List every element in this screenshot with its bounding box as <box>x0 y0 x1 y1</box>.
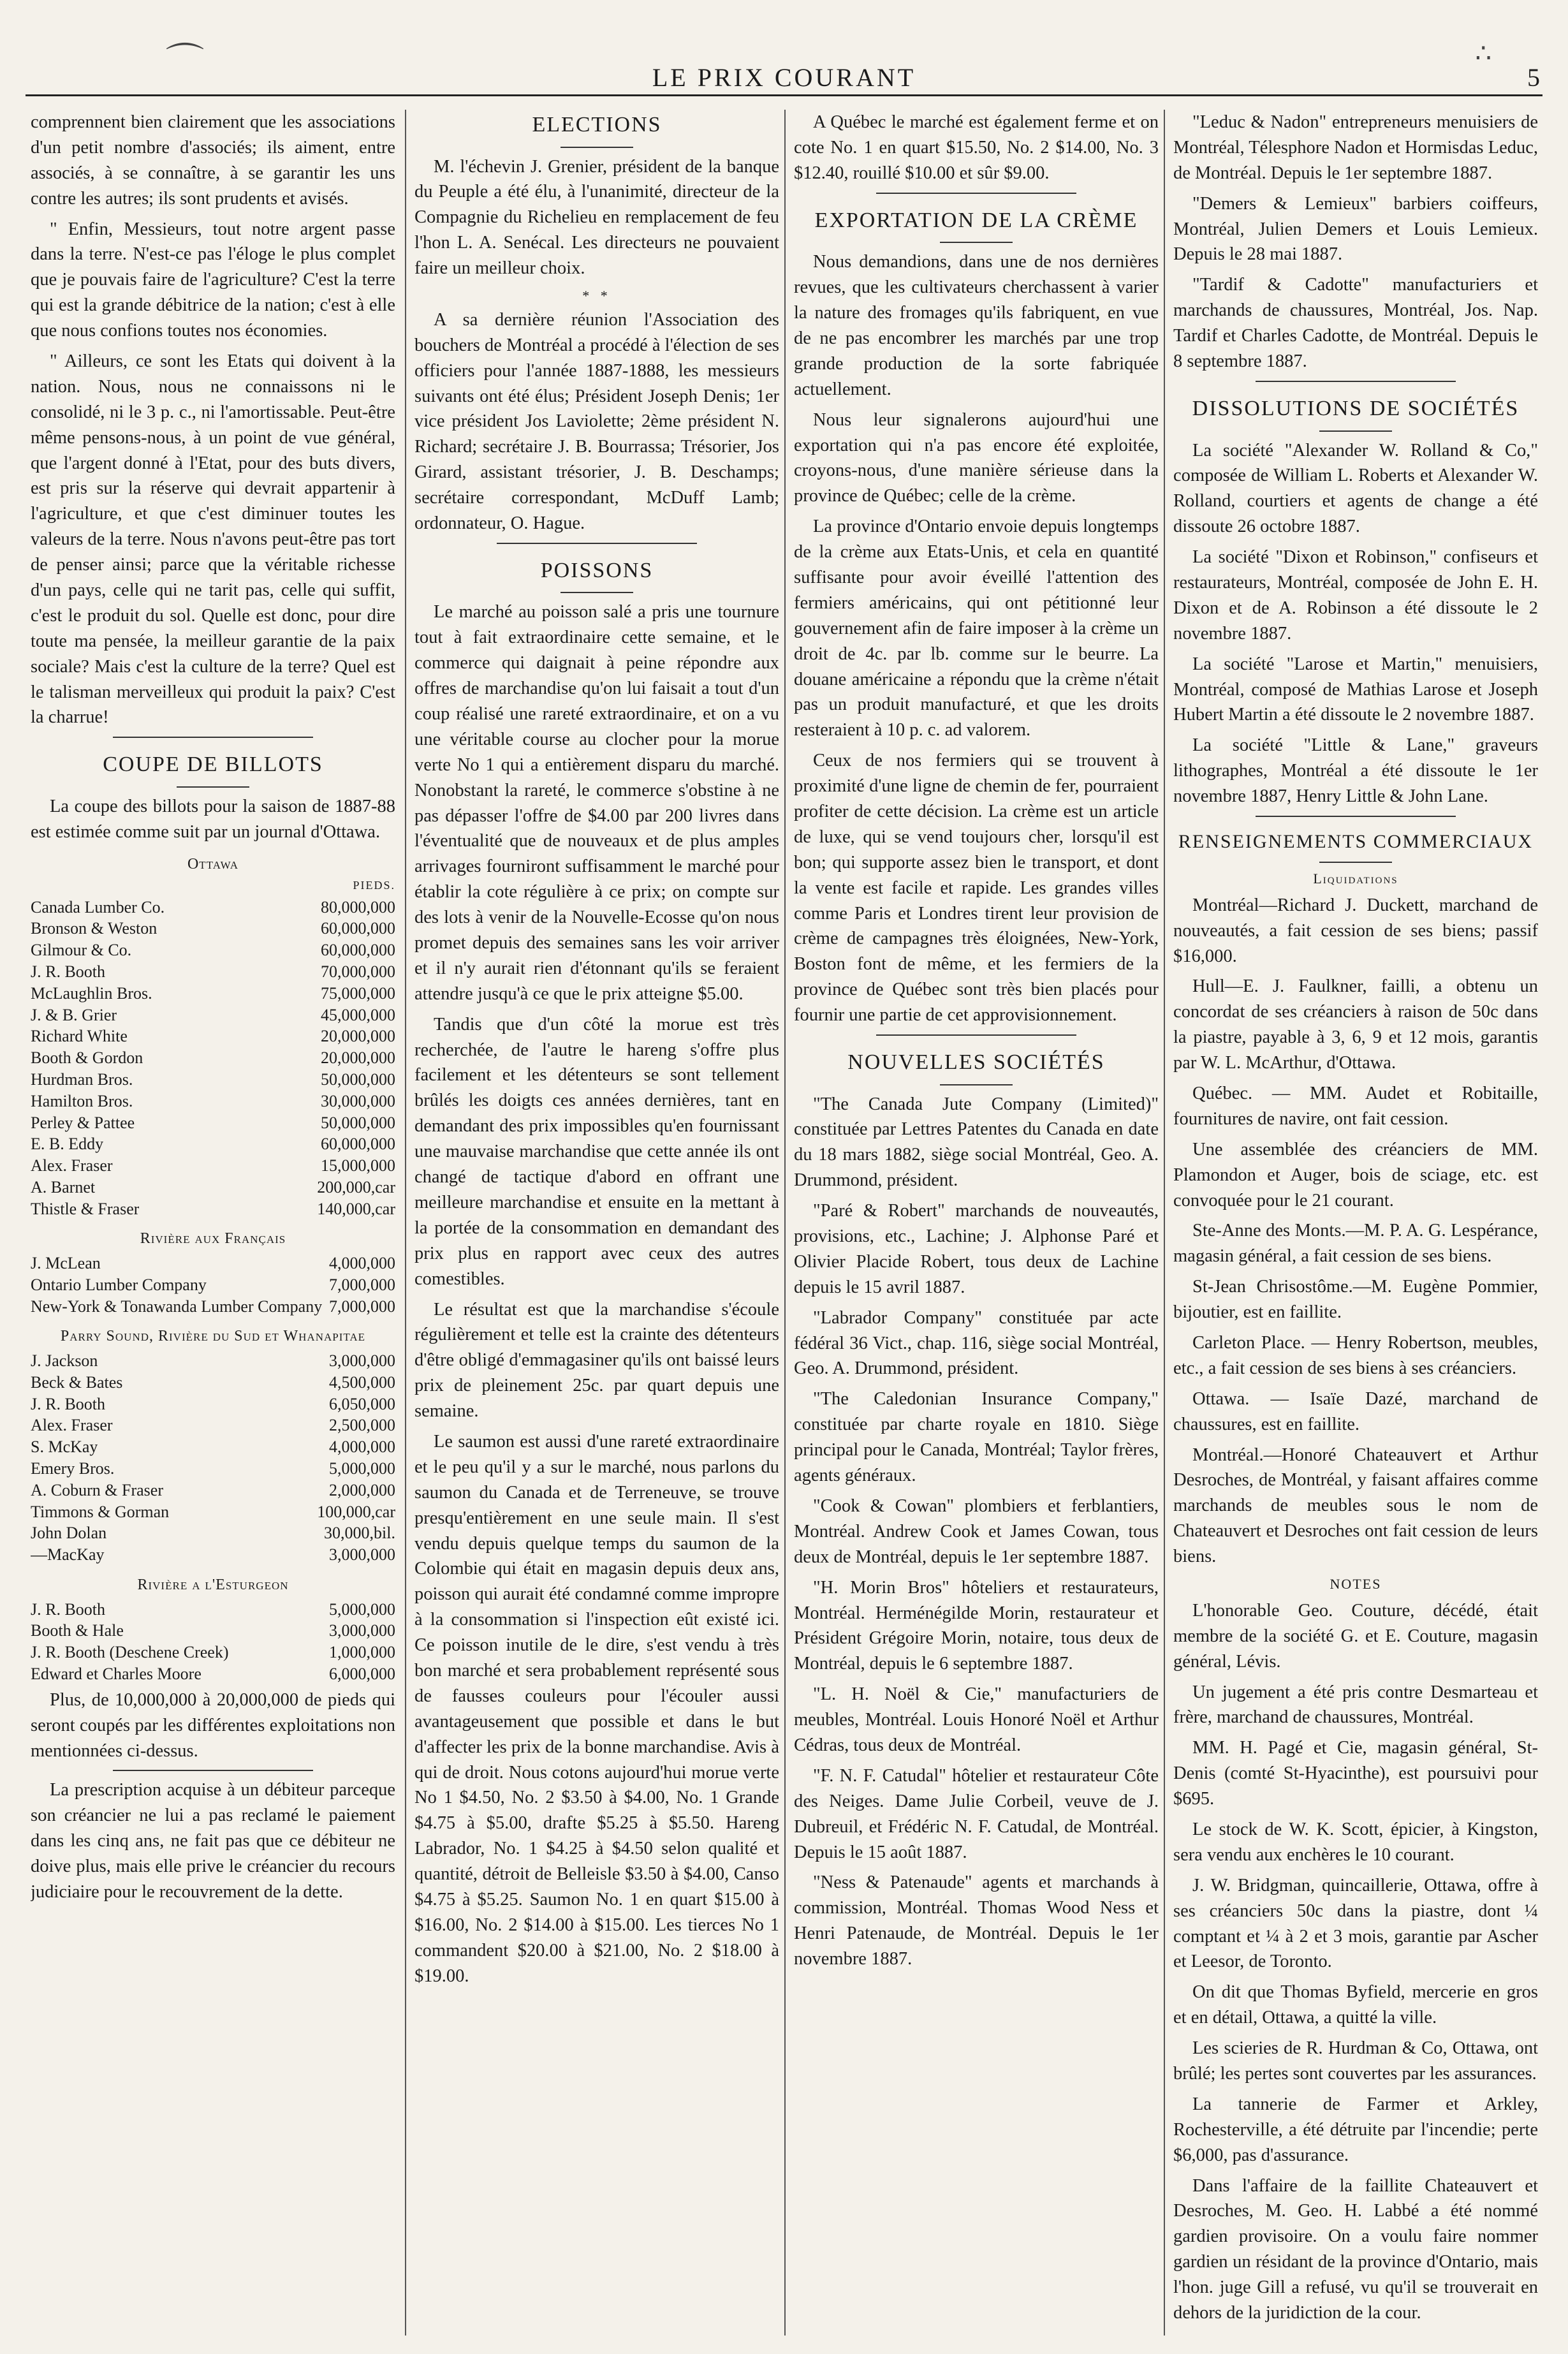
newspaper-title: LE PRIX COURANT <box>652 63 916 92</box>
article-paragraph: La société "Alexander W. Rolland & Co," composée de William L. Roberts et Alexander W. Rolland, courtiers et agents de change a été dissoute 26 octobre 1887. <box>1173 440 1538 537</box>
company-name: J. R. Booth <box>31 1600 106 1619</box>
column-4 <box>1173 110 1538 2336</box>
article-paragraph: "F. N. F. Catudal" hôtelier et restaurateur Côte des Neiges. Dame Julie Corbeil, veuve de J. Dubreuil, et Frédéric N. F. Catudal, de Montréal. Depuis le 15 août 1887. <box>794 1765 1159 1862</box>
article-paragraph: "Paré & Robert" marchands de nouveautés, provisions, etc., Lachine; J. Alphonse Paré et Olivier Placide Robert, tous deux de Lachine depuis le 15 avril 1887. <box>794 1201 1159 1297</box>
section-title-exportation: EXPORTATION DE LA CRÈME <box>814 208 1138 232</box>
column-divider <box>1164 110 1165 2336</box>
article-paragraph: Québec. — MM. Audet et Robitaille, fournitures de navire, ont fait cession. <box>1173 1084 1538 1129</box>
log-volume: 80,000,000 <box>321 897 395 916</box>
column-divider <box>784 110 786 2336</box>
article-paragraph: "L. H. Noël & Cie," manufacturiers de meubles, Montréal. Louis Honoré Noël et Arthur Cédras, tous deux de Montréal. <box>794 1684 1159 1755</box>
table-row <box>31 983 395 1004</box>
log-volume: 3,000,000 <box>329 1351 395 1371</box>
article-paragraph: "Labrador Company" constituée par acte fédéral 36 Vict., chap. 116, siège social Montréal, Geo. A. Drummond, président. <box>794 1307 1159 1379</box>
company-name: Thistle & Fraser <box>31 1199 140 1218</box>
table-row <box>31 1004 395 1026</box>
table-heading-parry: Parry Sound, Rivière du Sud et Whanapitae <box>60 1328 366 1345</box>
log-volume: 50,000,000 <box>321 1113 395 1132</box>
company-name: E. B. Eddy <box>31 1135 104 1154</box>
page-number: 5 <box>1527 63 1540 92</box>
article-paragraph: On dit que Thomas Byfield, mercerie en gros et en détail, Ottawa, a quitté la ville. <box>1173 1982 1538 2028</box>
page-header <box>26 39 1542 96</box>
log-volume: 6,050,000 <box>329 1394 395 1413</box>
company-name: Alex. Fraser <box>31 1416 113 1435</box>
table-row <box>31 897 395 918</box>
company-name: Hurdman Bros. <box>31 1070 133 1089</box>
log-volume: 20,000,000 <box>321 1048 395 1068</box>
section-rule <box>113 1770 314 1771</box>
table-row <box>31 1522 395 1544</box>
article-paragraph: M. l'échevin J. Grenier, président de la banque du Peuple a été élu, à l'unanimité, directeur de la Compagnie du Richelieu en remplacement de feu l'hon L. A. Senécal. Les directeurs ne pouvaient faire un meilleur choix. <box>414 156 779 279</box>
article-paragraph: "Tardif & Cadotte" manufacturiers et marchands de chaussures, Montréal, Jos. Nap. Tardif et Charles Cadotte, de Montréal. Depuis le 8 septembre 1887. <box>1173 275 1538 372</box>
company-name: S. McKay <box>31 1438 98 1457</box>
table-heading-ottawa: Ottawa <box>187 855 239 872</box>
article-paragraph: "H. Morin Bros" hôteliers et restaurateurs, Montréal. Herménégilde Morin, restaurateur et Président Grégoire Morin, notaire, tous deux de Montréal, depuis le 6 septembre 1887. <box>794 1577 1159 1674</box>
log-volume: 5,000,000 <box>329 1600 395 1619</box>
table-row <box>31 1133 395 1155</box>
lumber-table-esturgeon <box>31 1599 395 1685</box>
table-row <box>31 1620 395 1642</box>
table-row <box>31 1253 395 1274</box>
company-name: —MacKay <box>31 1545 105 1564</box>
column-1 <box>31 110 395 2336</box>
article-paragraph: Plus, de 10,000,000 à 20,000,000 de pieds qui seront coupés par les différentes exploitations non mentionnées ci-dessus. <box>31 1689 395 1761</box>
article-paragraph: Carleton Place. — Henry Robertson, meubles, etc., a fait cession de ses biens à ses créanciers. <box>1173 1333 1538 1378</box>
article-paragraph: "The Canada Jute Company (Limited)" constituée par Lettres Patentes du Canada en date du 18 mars 1882, siège social Montréal, Geo. A. Drummond, président. <box>794 1094 1159 1191</box>
lumber-table-parry <box>31 1350 395 1566</box>
article-paragraph: comprennent bien clairement que les associations d'un petit nombre d'associés; ils aiment, entre associés, à se connaître, à se garantir les uns contre les autres; ils sont prudents et avisés. <box>31 112 395 209</box>
article-paragraph: Nous demandions, dans une de nos dernières revues, que les cultivateurs cherchassent à varier la nature des fromages qu'ils fabriquent, en vue de ne pas encombrer les marchés par une trop grande production de la sorte fabriquée actuellement. <box>794 252 1159 399</box>
log-volume: 200,000,car <box>317 1177 395 1196</box>
section-rule <box>1319 430 1392 432</box>
company-name: J. R. Booth <box>31 962 106 981</box>
table-row <box>31 1599 395 1621</box>
table-row <box>31 1350 395 1372</box>
article-paragraph: A sa dernière réunion l'Association des bouchers de Montréal a procédé à l'élection de ses officiers pour l'année 1887-1888, les messieurs suivants ont été élus; Président Joseph Denis; 1er vice président Jos Laviolette; 2ème président N. Richard; secrétaire J. B. Bourrassa; Trésorier, Jos Girard, assistant trésorier, J. B. Deschamps; secrétaire correspondant, McDuff Lamb; ordonnateur, O. Hague. <box>414 309 779 533</box>
log-volume: 100,000,car <box>317 1502 395 1521</box>
table-row <box>31 1372 395 1394</box>
log-volume: 75,000,000 <box>321 983 395 1003</box>
article-paragraph: "Cook & Cowan" plombiers et ferblantiers, Montréal. Andrew Cook et James Cowan, tous deux de Montréal, depuis le 1er septembre 1887. <box>794 1496 1159 1567</box>
article-paragraph: La prescription acquise à un débiteur parceque son créancier ne lui a pas reclamé le paiement dans les cinq ans, ne fait pas que ce débiteur ne doive plus, mais elle prive le créancier du recours judiciaire pour le recouvrement de la dette. <box>31 1780 395 1902</box>
table-row <box>31 1663 395 1685</box>
log-volume: 2,000,000 <box>329 1480 395 1499</box>
section-rule <box>876 193 1077 194</box>
company-name: Beck & Bates <box>31 1372 123 1392</box>
table-row <box>31 1544 395 1566</box>
article-paragraph: Le saumon est aussi d'une rareté extraordinaire et le peu qu'il y a sur le marché, nous parlons du saumon du Canada et de Terreneuve, se trouve presqu'entièrement en une seule main. Il s'est vendu depuis quelque temps du saumon de la Colombie qui était en magasin depuis deux ans, poisson qui aurait été condamné comme impropre à la consommation si l'inspection eût existé ici. Ce poisson inutile de le dire, s'est vendu à très bon marché et sera probablement représenté sous de fausses couleurs pour l'écouler aussi avantageusement que possible et dans le but d'affecter les prix de la bonne marchandise. Avis à qui de droit. Nous cotons aujourd'hui morue verte No 1 $4.50, No. 2 $3.50 à $4.00, No. 1 Grande $4.75 à $5.00, drafte $5.25 à $5.50. Hareng Labrador, No. 1 $4.25 à $4.50 selon qualité et quantité, détroit de Belleisle $3.50 à $4.00, Canso $4.75 à $5.25. Saumon No. 1 en quart $15.00 à $16.00, No. 2 $14.00 à $15.00. Les tierces No 1 commandent $20.00 à $21.00, No. 2 $18.00 à $19.00. <box>414 1431 779 1986</box>
log-volume: 7,000,000 <box>329 1275 395 1294</box>
company-name: Edward et Charles Moore <box>31 1665 201 1684</box>
table-row <box>31 1069 395 1091</box>
article-paragraph: "The Caledonian Insurance Company," constituée par charte royale en 1810. Siège principal pour le Canada, Montréal; Taylor frères, agents généraux. <box>794 1389 1159 1486</box>
article-paragraph: Montréal.—Honoré Chateauvert et Arthur Desroches, de Montréal, y faisant affaires comme marchands de meubles sous le nom de Chateauvert et Desroches ont fait cession de leurs biens. <box>1173 1445 1538 1567</box>
ornament: * * <box>582 288 612 304</box>
article-paragraph: J. W. Bridgman, quincaillerie, Ottawa, offre à ses créanciers 50c dans la piastre, dont ¼ comptant et ¼ à 2 et 3 mois, garantie par Ascher et Leesor, de Toronto. <box>1173 1875 1538 1972</box>
log-volume: 5,000,000 <box>329 1459 395 1478</box>
log-volume: 30,000,bil. <box>324 1524 395 1543</box>
table-row <box>31 1394 395 1415</box>
section-title-poissons: POISSONS <box>540 558 654 582</box>
article-paragraph: La société "Little & Lane," graveurs lithographes, Montréal a été dissoute le 1er novembre 1887, Henry Little & John Lane. <box>1173 735 1538 807</box>
article-paragraph: Ottawa. — Isaïe Dazé, marchand de chaussures, est en faillite. <box>1173 1388 1538 1434</box>
article-paragraph: Montréal—Richard J. Duckett, marchand de nouveautés, a fait cession de ses biens; passif $16,000. <box>1173 895 1538 966</box>
lumber-table-riviere <box>31 1253 395 1317</box>
log-volume: 3,000,000 <box>329 1545 395 1564</box>
article-paragraph: L'honorable Geo. Couture, décédé, était membre de la société G. et E. Couture, magasin général, Lévis. <box>1173 1600 1538 1672</box>
subheading-notes: NOTES <box>1330 1576 1382 1593</box>
article-paragraph: "Ness & Patenaude" agents et marchands à commission, Montréal. Thomas Wood Ness et Henri Patenaude, de Montréal. Depuis le 1er novembre 1887. <box>794 1872 1159 1969</box>
company-name: Booth & Hale <box>31 1621 124 1640</box>
log-volume: 30,000,000 <box>321 1091 395 1110</box>
subheading-liquidations: Liquidations <box>1313 870 1398 886</box>
company-name: McLaughlin Bros. <box>31 983 152 1003</box>
section-rule <box>561 147 633 148</box>
table-row <box>31 1177 395 1198</box>
section-title-elections: ELECTIONS <box>532 113 662 136</box>
company-name: Gilmour & Co. <box>31 941 132 960</box>
section-rule <box>1319 862 1392 863</box>
log-volume: 45,000,000 <box>321 1005 395 1024</box>
company-name: Timmons & Gorman <box>31 1502 170 1521</box>
log-volume: 4,000,000 <box>329 1254 395 1273</box>
lumber-table-ottawa <box>31 897 395 1220</box>
table-heading-riviere: Rivière aux Français <box>140 1230 286 1247</box>
section-rule <box>177 786 249 788</box>
company-name: J. R. Booth <box>31 1394 106 1413</box>
company-name: J. McLean <box>31 1254 101 1273</box>
section-rule <box>561 592 633 593</box>
table-row <box>31 1458 395 1480</box>
table-row <box>31 1501 395 1523</box>
section-title-dissolutions: DISSOLUTIONS DE SOCIÉTÉS <box>1192 396 1520 420</box>
column-divider <box>405 110 406 2336</box>
company-name: Alex. Fraser <box>31 1156 113 1175</box>
company-name: John Dolan <box>31 1524 107 1543</box>
log-volume: 4,000,000 <box>329 1438 395 1457</box>
section-rule <box>1256 816 1456 817</box>
article-paragraph: Une assemblée des créanciers de MM. Plamondon et Auger, bois de sciage, etc. est convoquée pour le 21 courant. <box>1173 1139 1538 1210</box>
company-name: New-York & Tonawanda Lumber Company <box>31 1297 323 1316</box>
table-row <box>31 1642 395 1663</box>
company-name: Ontario Lumber Company <box>31 1275 207 1294</box>
table-row <box>31 961 395 983</box>
log-volume: 2,500,000 <box>329 1416 395 1435</box>
section-rule <box>876 1034 1077 1036</box>
company-name: Perley & Pattee <box>31 1113 135 1132</box>
company-name: Booth & Gordon <box>31 1048 143 1068</box>
article-paragraph: La société "Dixon et Robinson," confiseurs et restaurateurs, Montréal, composée de John E. H. Dixon et de A. Robinson a été dissoute le 2 novembre 1887. <box>1173 547 1538 644</box>
section-rule <box>113 737 314 738</box>
article-paragraph: La coupe des billots pour la saison de 1887-88 est estimée comme suit par un journal d'Ottawa. <box>31 796 395 842</box>
article-paragraph: Les scieries de R. Hurdman & Co, Ottawa, ont brûlé; les pertes sont couvertes par les assurances. <box>1173 2038 1538 2084</box>
company-name: J. & B. Grier <box>31 1005 117 1024</box>
log-volume: 6,000,000 <box>329 1665 395 1684</box>
table-row <box>31 918 395 939</box>
article-paragraph: Ste-Anne des Monts.—M. P. A. G. Lespérance, magasin général, a fait cession de ses biens. <box>1173 1221 1538 1267</box>
table-row <box>31 1198 395 1220</box>
log-volume: 50,000,000 <box>321 1070 395 1089</box>
section-title-nouvelles-societes: NOUVELLES SOCIÉTÉS <box>847 1050 1105 1074</box>
article-paragraph: A Québec le marché est également ferme et on cote No. 1 en quart $15.50, No. 2 $14.00, No. 3 $12.40, rouillé $10.00 et sûr $9.00. <box>794 112 1159 183</box>
log-volume: 20,000,000 <box>321 1027 395 1046</box>
section-rule <box>940 1084 1013 1085</box>
table-row <box>31 1155 395 1177</box>
company-name: A. Barnet <box>31 1177 96 1196</box>
company-name: A. Coburn & Fraser <box>31 1480 163 1499</box>
article-paragraph: "Leduc & Nadon" entrepreneurs menuisiers de Montréal, Télesphore Nadon et Hormisdas Leduc, de Montréal. Depuis le 1er septembre 1887. <box>1173 112 1538 183</box>
article-paragraph: Ceux de nos fermiers qui se trouvent à proximité d'une ligne de chemin de fer, pourraient profiter de cette décision. La crème est un article de luxe, qui se vend toujours cher, lorsqu'il est bon; qui supporte assez bien le transport, et dont la vente est facile et rapide. Les grandes villes comme Paris et Londres tirent leur provision de crème de campagnes très éloignées, New-York, Boston font de même, et les fermiers de la province de Québec sont très bien placés pour fournir une partie de cet approvisionnement. <box>794 751 1159 1026</box>
company-name: Bronson & Weston <box>31 919 158 938</box>
log-volume: 7,000,000 <box>329 1297 395 1316</box>
article-paragraph: Le stock de W. K. Scott, épicier, à Kingston, sera vendu aux enchères le 10 courant. <box>1173 1819 1538 1865</box>
article-paragraph: " Ailleurs, ce sont les Etats qui doivent à la nation. Nous, nous ne connaissons ni le consolidé, ni le 3 p. c., ni l'amortissable. Peut-être même pensons-nous, à un point de vue général, que l'argent donné à l'Etat, pour des buts divers, est pris sur la réserve qui devrait appartenir à l'agriculture, et que c'est diminuer toutes les valeurs de la terre. Nous n'avons peut-être pas tort de penser ainsi; parce que la véritable richesse d'un pays, celle qui ne tarit pas, celle qui suffit, c'est le produit du sol. Quelle est donc, pour dire toute ma pensée, la meilleur garantie de la paix sociale? Mais c'est la culture de la terre? Quel est le talisman merveilleux qui produit la paix? C'est la charrue! <box>31 351 395 728</box>
company-name: Hamilton Bros. <box>31 1091 133 1110</box>
article-paragraph: La société "Larose et Martin," menuisiers, Montréal, composé de Mathias Larose et Joseph Hubert Martin a été dissoute le 2 novembre 1887. <box>1173 654 1538 725</box>
table-row <box>31 1436 395 1458</box>
article-paragraph: Le résultat est que la marchandise s'écoule régulièrement et telle est la crainte des détenteurs d'être obligé d'emmagasiner qu'ils ont baissé leurs prix de pleinement 25c. par quart depuis une semaine. <box>414 1299 779 1422</box>
unit-label: PIEDS. <box>353 879 395 892</box>
section-title-renseignements: RENSEIGNEMENTS COMMERCIAUX <box>1178 830 1534 852</box>
ink-smudge-right: ∴ <box>1475 39 1491 68</box>
company-name: J. R. Booth (Deschene Creek) <box>31 1643 229 1662</box>
table-row <box>31 1415 395 1436</box>
ink-smudge-left: ⌒ <box>166 41 204 84</box>
log-volume: 70,000,000 <box>321 962 395 981</box>
columns <box>26 110 1543 2336</box>
column-2 <box>414 110 779 2336</box>
article-paragraph: Un jugement a été pris contre Desmarteau et frère, marchand de chaussures, Montréal. <box>1173 1682 1538 1728</box>
log-volume: 15,000,000 <box>321 1156 395 1175</box>
section-rule <box>497 543 698 544</box>
article-paragraph: MM. H. Pagé et Cie, magasin général, St-Denis (comté St-Hyacinthe), est poursuivi pour $695. <box>1173 1738 1538 1809</box>
article-paragraph: St-Jean Chrisostôme.—M. Eugène Pommier, bijoutier, est en faillite. <box>1173 1277 1538 1323</box>
table-row <box>31 939 395 961</box>
log-volume: 60,000,000 <box>321 919 395 938</box>
log-volume: 60,000,000 <box>321 1135 395 1154</box>
log-volume: 4,500,000 <box>329 1372 395 1392</box>
table-row <box>31 1480 395 1501</box>
log-volume: 140,000,car <box>317 1199 395 1218</box>
header-rule <box>26 94 1542 96</box>
column-3 <box>794 110 1159 2336</box>
table-row <box>31 1091 395 1112</box>
company-name: Emery Bros. <box>31 1459 115 1478</box>
company-name: Canada Lumber Co. <box>31 897 165 916</box>
article-paragraph: Tandis que d'un côté la morue est très recherchée, de l'autre le hareng s'offre plus facilement et les détenteurs se sont tellement brûlés les doigts ces années dernières, tant en demandant des prix impossibles qu'en fournissant une mauvaise marchandise que cette année ils ont changé de tactique d'abord en offrant une meilleure marchandise et ensuite en la mettant à la portée de la consommation en demandant des prix plus en rapport avec ceux des autres comestibles. <box>414 1014 779 1289</box>
article-paragraph: La province d'Ontario envoie depuis longtemps de la crème aux Etats-Unis, et cela en quantité suffisante pour avoir éveillé l'attention des fermiers américains, qui ont pétitionné leur gouvernement afin de faire imposer à la crème un droit de 4c. par lb. comme sur le beurre. La douane américaine a répondu que la crème n'était pas un produit manufacturé, et que les droits resteraient à 10 p. c. ad valorem. <box>794 517 1159 740</box>
table-row <box>31 1026 395 1047</box>
company-name: J. Jackson <box>31 1351 98 1371</box>
table-row <box>31 1047 395 1069</box>
log-volume: 60,000,000 <box>321 941 395 960</box>
log-volume: 1,000,000 <box>329 1643 395 1662</box>
section-rule <box>940 242 1013 243</box>
log-volume: 3,000,000 <box>329 1621 395 1640</box>
article-paragraph: "Demers & Lemieux" barbiers coiffeurs, Montréal, Julien Demers et Louis Lemieux. Depuis le 28 mai 1887. <box>1173 193 1538 265</box>
article-paragraph: Hull—E. J. Faulkner, failli, a obtenu un concordat de ses créanciers à raison de 50c dans la piastre, payable à 3, 6, 9 et 12 mois, garantis par W. L. McArthur, d'Ottawa. <box>1173 976 1538 1073</box>
article-paragraph: La tannerie de Farmer et Arkley, Rochesterville, a été détruite par l'incendie; perte $6,000, pas d'assurance. <box>1173 2094 1538 2165</box>
article-paragraph: Nous leur signalerons aujourd'hui une exportation qui n'a pas encore été exploitée, croyons-nous, d'une manière sérieuse dans la province de Québec; celle de la crème. <box>794 409 1159 506</box>
table-row <box>31 1274 395 1296</box>
article-paragraph: Le marché au poisson salé a pris une tournure tout à fait extraordinaire cette semaine, et le commerce qui daignait à peine répondre aux offres de marchandise qu'on lui faisait a tout d'un coup réalisé une rareté extraordinaire, et on a vu une véritable course au clocher pour la morue verte No 1 qui a entièrement disparu du marché. Nonobstant la rareté, le commerce s'obstine à ne pas dépasser l'offre de $4.00 par 200 livres dans l'éventualité que de nouveaux et de plus amples arrivages fourniront suffisamment le marché pour établir la cote régulière à ce prix; on compte sur des lots à venir de la Nouvelle-Ecosse qu'on nous promet depuis des semaines sans les voir arriver et il n'y aurait rien d'étonnant qu'ils se feraient attendre jusqu'à ce que le prix atteigne $5.00. <box>414 602 779 1004</box>
article-paragraph: " Enfin, Messieurs, tout notre argent passe dans la terre. N'est-ce pas l'éloge le plus complet que je pouvais faire de l'agriculture? C'est la terre qui est la grande débitrice de la nation; c'est à elle que nous confions toutes nos économies. <box>31 219 395 341</box>
table-heading-esturgeon: Rivière a l'Esturgeon <box>137 1577 289 1594</box>
section-title-coupe: COUPE DE BILLOTS <box>103 753 323 777</box>
section-rule <box>1256 381 1456 382</box>
table-row <box>31 1112 395 1134</box>
company-name: Richard White <box>31 1027 128 1046</box>
table-row <box>31 1296 395 1318</box>
article-paragraph: Dans l'affaire de la faillite Chateauvert et Desroches, M. Geo. H. Labbé a été nommé gardien provisoire. On a voulu faire nommer gardien un résidant de la province d'Ontario, mais l'hon. juge Gill a refusé, vu qu'il se trouverait en dehors de la juridiction de la cour. <box>1173 2175 1538 2323</box>
